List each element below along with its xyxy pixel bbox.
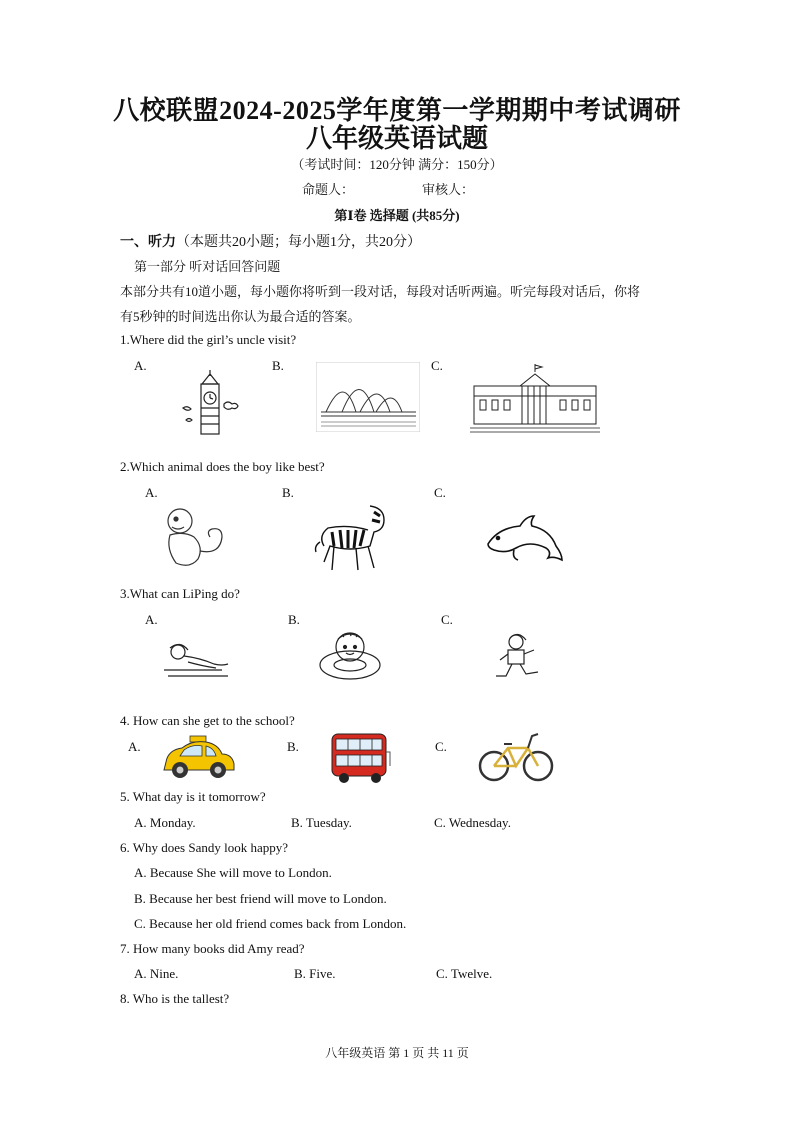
question-2: 2.Which animal does the boy like best? bbox=[120, 459, 325, 474]
big-ben-tower-image bbox=[180, 368, 240, 436]
q4-option-b-label: B. bbox=[287, 739, 299, 754]
sydney-opera-house-image bbox=[316, 362, 420, 432]
q7-option-b: B. Five. bbox=[294, 966, 336, 981]
question-5: 5. What day is it tomorrow? bbox=[120, 789, 266, 804]
section-heading-bold: 一、听力 bbox=[120, 235, 176, 250]
q4-option-a-label: A. bbox=[128, 739, 141, 754]
volume-title: 第Ⅰ卷 选择题 (共85分) bbox=[334, 208, 460, 223]
question-3: 3.What can LiPing do? bbox=[120, 586, 240, 601]
reviewer-label: 审核人： bbox=[422, 182, 475, 197]
question-8: 8. Who is the tallest? bbox=[120, 991, 230, 1006]
q7-option-a: A. Nine. bbox=[134, 966, 179, 981]
part-title: 第一部分 听对话回答问题 bbox=[134, 259, 281, 274]
q1-option-a-label: A. bbox=[134, 358, 147, 373]
question-6: 6. Why does Sandy look happy? bbox=[120, 840, 289, 855]
zebra-image bbox=[312, 502, 392, 576]
q3-option-b-label: B. bbox=[288, 612, 300, 627]
monkey-image bbox=[160, 505, 232, 571]
person-swimming-image bbox=[162, 640, 232, 680]
q5-option-b: B. Tuesday. bbox=[291, 815, 352, 830]
q2-option-b-label: B. bbox=[282, 485, 294, 500]
person-running-image bbox=[490, 632, 548, 682]
setter-label: 命题人： bbox=[302, 182, 355, 197]
question-1: 1.Where did the girl’s uncle visit? bbox=[120, 332, 297, 347]
exam-title-line1: 八校联盟2024-2025学年度第一学期期中考试调研 bbox=[113, 96, 681, 125]
q5-option-c: C. Wednesday. bbox=[434, 815, 511, 830]
yellow-taxi-image bbox=[160, 734, 236, 782]
instructions-line2: 有5秒钟的时间选出你认为最合适的答案。 bbox=[120, 309, 361, 324]
exam-title-line2: 八年级英语试题 bbox=[305, 124, 488, 153]
dolphin-image bbox=[484, 512, 566, 570]
page-footer: 八年级英语 第 1 页 共 11 页 bbox=[325, 1046, 469, 1060]
white-house-image bbox=[470, 362, 600, 434]
q5-option-a: A. Monday. bbox=[134, 815, 196, 830]
red-double-decker-bus-image bbox=[330, 732, 392, 784]
section-heading bbox=[120, 231, 421, 251]
q3-option-a-label: A. bbox=[145, 612, 158, 627]
q6-option-c: C. Because her old friend comes back from London. bbox=[134, 916, 407, 931]
instructions-line1: 本部分共有10道小题，每小题你将听到一段对话，每段对话听两遍。听完每段对话后，你将 bbox=[120, 284, 641, 299]
bicycle-image bbox=[478, 728, 554, 784]
q6-option-a: A. Because She will move to London. bbox=[134, 865, 332, 880]
section-heading-note: （本题共20小题；每小题1分，共20分） bbox=[176, 235, 421, 250]
q1-option-b-label: B. bbox=[272, 358, 284, 373]
q2-option-c-label: C. bbox=[434, 485, 446, 500]
q2-option-a-label: A. bbox=[145, 485, 158, 500]
q7-option-c: C. Twelve. bbox=[436, 966, 493, 981]
question-7: 7. How many books did Amy read? bbox=[120, 941, 305, 956]
q4-option-c-label: C. bbox=[435, 739, 447, 754]
q3-option-c-label: C. bbox=[441, 612, 453, 627]
exam-info: （考试时间：120分钟 满分：150分） bbox=[291, 157, 503, 172]
question-4: 4. How can she get to the school? bbox=[120, 713, 295, 728]
q1-option-c-label: C. bbox=[431, 358, 443, 373]
person-in-swim-ring-image bbox=[316, 625, 384, 683]
q6-option-b: B. Because her best friend will move to London. bbox=[134, 891, 387, 906]
